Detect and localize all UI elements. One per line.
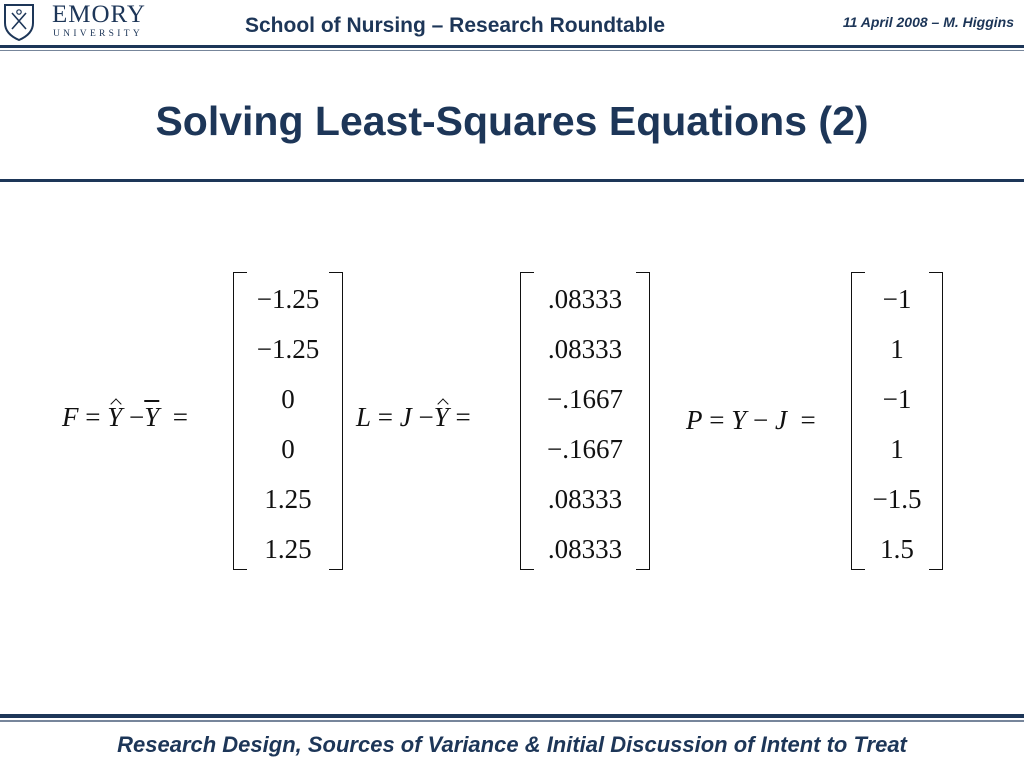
matrix-p-cell: −1: [882, 384, 912, 414]
header-title: School of Nursing – Research Roundtable: [245, 14, 666, 37]
matrix-l-cell: −.1667: [547, 434, 623, 464]
eq-p-equals: =: [709, 405, 725, 435]
eq-p-y: Y: [731, 405, 747, 435]
matrix-l-cell: .08333: [547, 534, 623, 564]
eq-l-equals-2: =: [455, 402, 471, 432]
matrix-p-right-bracket: [929, 272, 943, 570]
eq-p-j: J: [775, 405, 787, 435]
matrix-f-left-bracket: [233, 272, 247, 570]
emory-logo: [0, 0, 160, 44]
eq-f-ybar: $\overline{Y}$: [144, 402, 160, 432]
footer-rule-thin: [0, 720, 1024, 722]
matrix-l-cell: .08333: [547, 284, 623, 314]
matrix-f-right-bracket: [329, 272, 343, 570]
equation-f: [62, 402, 188, 433]
eq-p-equals-2: =: [800, 405, 816, 435]
matrix-l: [520, 272, 650, 570]
eq-f-equals-2: =: [172, 402, 189, 432]
matrix-f-cell: −1.25: [256, 334, 320, 364]
matrix-f-cell: −1.25: [256, 284, 320, 314]
eq-p-minus: −: [753, 405, 769, 435]
matrix-l-right-bracket: [636, 272, 650, 570]
eq-f-lhs: F: [62, 402, 79, 432]
eq-f-yhat: Y: [107, 402, 123, 432]
matrix-l-left-bracket: [520, 272, 534, 570]
eq-f-equals: =: [85, 402, 101, 432]
eq-p-lhs: P: [686, 405, 703, 435]
matrix-p-cell: 1: [890, 434, 904, 464]
footer-text: Research Design, Sources of Variance & Initial Discussion of Intent to Treat: [117, 732, 907, 757]
eq-l-equals: =: [377, 402, 394, 432]
equation-l: [356, 402, 471, 433]
equation-p: [686, 405, 816, 436]
eq-l-minus: −: [418, 402, 434, 432]
matrix-l-cell: .08333: [547, 484, 623, 514]
matrix-p-cell: −1: [882, 284, 912, 314]
eq-l-yhat: Y: [433, 402, 449, 432]
logo-name: EMORY: [52, 1, 146, 28]
matrix-l-cell: .08333: [547, 334, 623, 364]
header-date-author: 11 April 2008 – M. Higgins: [842, 14, 1014, 30]
matrix-f-cell: 0: [281, 384, 295, 414]
matrix-p-cell: 1: [890, 334, 904, 364]
matrix-f: [233, 272, 343, 570]
matrix-f-cell: 1.25: [264, 534, 312, 564]
eq-f-minus: −: [129, 402, 145, 432]
header-rule: [0, 45, 1024, 48]
matrix-p-cell: −1.5: [872, 484, 922, 514]
matrix-p-left-bracket: [851, 272, 865, 570]
eq-l-lhs: L: [356, 402, 372, 432]
title-rule: [0, 179, 1024, 182]
footer-rule: [0, 714, 1024, 718]
matrix-f-cell: 0: [281, 434, 295, 464]
eq-l-j: J: [399, 402, 412, 432]
matrix-p: [851, 272, 943, 570]
header-rule-thin: [0, 50, 1024, 51]
slide-title: Solving Least-Squares Equations (2): [155, 98, 869, 144]
matrix-f-cell: 1.25: [264, 484, 312, 514]
matrix-l-cell: −.1667: [547, 384, 623, 414]
logo-subtitle: UNIVERSITY: [53, 29, 143, 39]
shield-icon: [3, 3, 35, 41]
matrix-p-cell: 1.5: [880, 534, 914, 564]
